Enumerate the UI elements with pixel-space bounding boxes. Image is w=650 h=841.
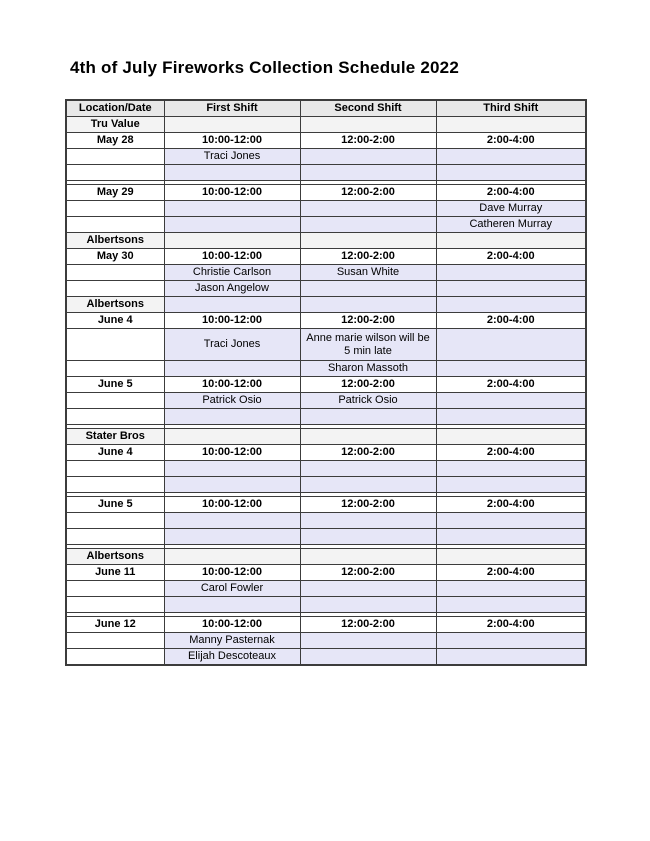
shift-cell: 2:00-4:00 (436, 377, 586, 393)
location-date-cell: June 11 (66, 565, 164, 581)
location-date-cell: Stater Bros (66, 429, 164, 445)
shift-cell (164, 233, 300, 249)
table-row (66, 133, 586, 149)
location-date-cell (66, 513, 164, 529)
table-row (66, 313, 586, 329)
table-row (66, 201, 586, 217)
shift-cell: Catheren Murray (436, 217, 586, 233)
shift-cell: Elijah Descoteaux (164, 649, 300, 666)
shift-cell (164, 477, 300, 493)
shift-cell: 10:00-12:00 (164, 249, 300, 265)
table-row (66, 393, 586, 409)
location-date-cell (66, 265, 164, 281)
shift-cell (300, 117, 436, 133)
shift-cell (300, 529, 436, 545)
location-date-cell (66, 201, 164, 217)
location-date-cell (66, 633, 164, 649)
shift-cell (436, 513, 586, 529)
table-row (66, 233, 586, 249)
shift-cell: Christie Carlson (164, 265, 300, 281)
shift-cell (164, 409, 300, 425)
shift-cell: 10:00-12:00 (164, 565, 300, 581)
shift-cell (436, 581, 586, 597)
location-date-cell (66, 165, 164, 181)
shift-cell (164, 513, 300, 529)
shift-cell: 10:00-12:00 (164, 497, 300, 513)
table-row (66, 565, 586, 581)
table-row (66, 649, 586, 666)
shift-cell: 10:00-12:00 (164, 313, 300, 329)
table-row (66, 149, 586, 165)
table-row (66, 597, 586, 613)
shift-cell (300, 597, 436, 613)
table-row (66, 329, 586, 361)
table-row (66, 429, 586, 445)
shift-cell: 12:00-2:00 (300, 377, 436, 393)
shift-cell (436, 461, 586, 477)
shift-cell: 2:00-4:00 (436, 445, 586, 461)
shift-cell (300, 297, 436, 313)
table-row (66, 477, 586, 493)
shift-cell (164, 429, 300, 445)
shift-cell (436, 477, 586, 493)
shift-cell: 10:00-12:00 (164, 185, 300, 201)
shift-cell: 2:00-4:00 (436, 565, 586, 581)
shift-cell (300, 201, 436, 217)
table-row (66, 445, 586, 461)
shift-cell (436, 329, 586, 361)
shift-cell: 2:00-4:00 (436, 133, 586, 149)
table-row (66, 581, 586, 597)
shift-cell (436, 149, 586, 165)
table-row (66, 549, 586, 565)
shift-cell: 12:00-2:00 (300, 445, 436, 461)
shift-cell (164, 217, 300, 233)
shift-cell (300, 513, 436, 529)
shift-cell (300, 429, 436, 445)
shift-cell: 10:00-12:00 (164, 617, 300, 633)
shift-cell (300, 217, 436, 233)
location-date-cell (66, 477, 164, 493)
shift-cell (436, 549, 586, 565)
shift-cell: 2:00-4:00 (436, 249, 586, 265)
location-date-cell (66, 581, 164, 597)
shift-cell: Anne marie wilson will be 5 min late (300, 329, 436, 361)
location-date-cell (66, 217, 164, 233)
location-date-cell: Albertsons (66, 297, 164, 313)
location-date-cell (66, 409, 164, 425)
table-row (66, 461, 586, 477)
table-row (66, 265, 586, 281)
schedule-table (65, 99, 587, 666)
location-date-cell: Tru Value (66, 117, 164, 133)
shift-cell: Traci Jones (164, 329, 300, 361)
shift-cell: 10:00-12:00 (164, 445, 300, 461)
shift-cell: 10:00-12:00 (164, 133, 300, 149)
shift-cell (436, 117, 586, 133)
table-row (66, 249, 586, 265)
shift-cell: 10:00-12:00 (164, 377, 300, 393)
shift-cell (164, 597, 300, 613)
table-row (66, 297, 586, 313)
shift-cell (436, 597, 586, 613)
shift-cell (300, 649, 436, 666)
location-date-cell: June 4 (66, 445, 164, 461)
shift-cell (436, 649, 586, 666)
column-header: Location/Date (66, 100, 164, 117)
shift-cell (164, 361, 300, 377)
table-row (66, 617, 586, 633)
location-date-cell: June 4 (66, 313, 164, 329)
table-row (66, 377, 586, 393)
shift-cell (436, 633, 586, 649)
shift-cell: 2:00-4:00 (436, 185, 586, 201)
shift-cell (436, 297, 586, 313)
location-date-cell: June 12 (66, 617, 164, 633)
location-date-cell (66, 329, 164, 361)
shift-cell (300, 477, 436, 493)
shift-cell: Carol Fowler (164, 581, 300, 597)
shift-cell (300, 633, 436, 649)
shift-cell (300, 549, 436, 565)
shift-cell (164, 165, 300, 181)
table-row (66, 497, 586, 513)
shift-cell: 2:00-4:00 (436, 617, 586, 633)
location-date-cell: Albertsons (66, 549, 164, 565)
page-title: 4th of July Fireworks Collection Schedule 2022 (70, 58, 459, 77)
shift-cell: 12:00-2:00 (300, 249, 436, 265)
table-row (66, 281, 586, 297)
shift-cell (300, 149, 436, 165)
location-date-cell: June 5 (66, 497, 164, 513)
shift-cell: Jason Angelow (164, 281, 300, 297)
table-row (66, 513, 586, 529)
shift-cell (436, 233, 586, 249)
shift-cell: 12:00-2:00 (300, 497, 436, 513)
shift-cell (164, 549, 300, 565)
shift-cell (436, 165, 586, 181)
shift-cell: Dave Murray (436, 201, 586, 217)
shift-cell: Sharon Massoth (300, 361, 436, 377)
column-header: Second Shift (300, 100, 436, 117)
shift-cell (300, 233, 436, 249)
shift-cell: 2:00-4:00 (436, 497, 586, 513)
location-date-cell (66, 529, 164, 545)
location-date-cell (66, 361, 164, 377)
table-row (66, 217, 586, 233)
shift-cell (164, 201, 300, 217)
shift-cell: Susan White (300, 265, 436, 281)
shift-cell (436, 361, 586, 377)
shift-cell (300, 461, 436, 477)
shift-cell (300, 581, 436, 597)
shift-cell (300, 409, 436, 425)
shift-cell (436, 265, 586, 281)
location-date-cell (66, 649, 164, 666)
shift-cell: 12:00-2:00 (300, 133, 436, 149)
location-date-cell (66, 597, 164, 613)
location-date-cell: June 5 (66, 377, 164, 393)
shift-cell (164, 117, 300, 133)
shift-cell (436, 281, 586, 297)
shift-cell: 12:00-2:00 (300, 565, 436, 581)
shift-cell (436, 393, 586, 409)
shift-cell (300, 165, 436, 181)
column-header: First Shift (164, 100, 300, 117)
table-row (66, 361, 586, 377)
table-row (66, 529, 586, 545)
location-date-cell: Albertsons (66, 233, 164, 249)
table-row (66, 165, 586, 181)
shift-cell: Traci Jones (164, 149, 300, 165)
shift-cell (164, 461, 300, 477)
table-row (66, 409, 586, 425)
shift-cell (164, 297, 300, 313)
table-row (66, 185, 586, 201)
location-date-cell (66, 281, 164, 297)
location-date-cell (66, 461, 164, 477)
shift-cell (436, 409, 586, 425)
shift-cell (164, 529, 300, 545)
shift-cell (436, 529, 586, 545)
shift-cell: 2:00-4:00 (436, 313, 586, 329)
shift-cell: Patrick Osio (164, 393, 300, 409)
location-date-cell: May 30 (66, 249, 164, 265)
shift-cell: Patrick Osio (300, 393, 436, 409)
table-row (66, 117, 586, 133)
shift-cell: 12:00-2:00 (300, 185, 436, 201)
table-row (66, 100, 586, 117)
shift-cell (436, 429, 586, 445)
shift-cell (300, 281, 436, 297)
column-header: Third Shift (436, 100, 586, 117)
location-date-cell (66, 393, 164, 409)
location-date-cell: May 29 (66, 185, 164, 201)
shift-cell: 12:00-2:00 (300, 313, 436, 329)
location-date-cell: May 28 (66, 133, 164, 149)
location-date-cell (66, 149, 164, 165)
table-row (66, 633, 586, 649)
shift-cell: 12:00-2:00 (300, 617, 436, 633)
shift-cell: Manny Pasternak (164, 633, 300, 649)
